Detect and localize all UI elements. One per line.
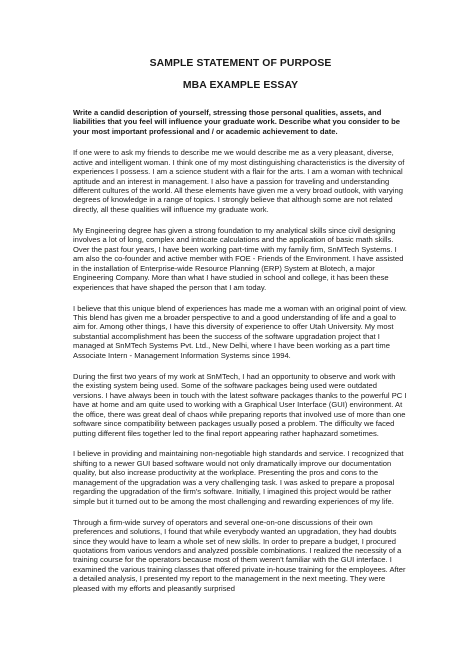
document-title: SAMPLE STATEMENT OF PURPOSE (149, 58, 332, 69)
essay-paragraph-3: I believe that this unique blend of experiences has made me a woman with an original point of view. This blend has given me a broader perspective to and a good understanding of life and a goal to aim for. Among other things, I have this diversity of experience to offer Utah University. My most substantial accomplishment has been the success of the software upgradation project that I managed at SnMTech Systems Pvt. Ltd., New Delhi, where I have been working as a part time Associate Intern - Management Information Systems since 1994. (73, 303, 407, 360)
essay-paragraph-5: I believe in providing and maintaining non-negotiable high standards and service. I recognized that shifting to a newer GUI based software would not only dramatically improve our documentation quality, but also increase productivity at the workplace. Presenting the pros and cons to the management of the upgradation was a very challenging task. I was asked to prepare a proposal regarding the upgradation of the firm's software. Initially, I imagined this project would be rather simple but it turned out to be among the most challenging and rewarding experiences of my life. (73, 449, 404, 506)
essay-paragraph-4: During the first two years of my work at SnMTech, I had an opportunity to observe and work with the existing system being used. Some of the software packages being used were outdated versions. I have always been in touch with the latest software packages thanks to the powerful PC I have at home and am quite used to working with a Graphical User Interface (GUI) environment. At the office, there was great deal of chaos while preparing reports that involved use of more than one software since compatibility between packages usually posed a problem. The difficulty we faced putting different files together led to the final report appearing rather haphazard sometimes. (73, 371, 407, 438)
essay-paragraph-1: If one were to ask my friends to describe me we would describe me as a very pleasant, diverse, active and intelligent woman. I think one of my most distinguishing characteristics is the diversity of experiences I possess. I am a science student with a flair for the arts. I am a woman with technical aptitude and an interest in management. I also have a passion for traveling and understanding different cultures of the world. All these elements have given me a very broad outlook, with varying degrees of knowledge in a range of topics. I strongly believe that although some are not related directly, all these qualities will influence my graduate work. (73, 148, 405, 214)
document-subtitle: MBA EXAMPLE ESSAY (182, 80, 299, 91)
essay-prompt: Write a candid description of yourself, stressing those personal qualities, assets, and liabilities that you feel will influence your graduate work. Describe what you consider to be your most important professional and / or academic achievement to date. (73, 108, 401, 136)
essay-paragraph-6: Through a firm-wide survey of operators and several one-on-one discussions of their own preferences and solutions, I found that while everybody wanted an upgradation, they had doubts since they would have to learn a whole set of new skills. In order to prepare a budget, I procured quotations from various vendors and analyzed possible combinations. I realized the necessity of a training course for the operators because most of them weren't familiar with the GUI interface. I examined the various training classes that offered private in-house training for the employees. After a detailed analysis, I presented my report to the management in the next meeting. They were pleased with my efforts and pleasantly surprised (73, 517, 406, 593)
essay-paragraph-2: My Engineering degree has given a strong foundation to my analytical skills since civil designing involves a lot of long, complex and intricate calculations and the application of basic math skills. Over the past four years, I have been working part-time with my family firm, SnMTech Systems. I am also the co-founder and active member with FOE - Friends of the Environment. I have assisted in the installation of Enterprise-wide Resource Planning (ERP) System at Blotech, a major Engineering Company. More than what I have studied in school and college, it has been these experiences that have shaped the person that I am today. (73, 225, 404, 292)
